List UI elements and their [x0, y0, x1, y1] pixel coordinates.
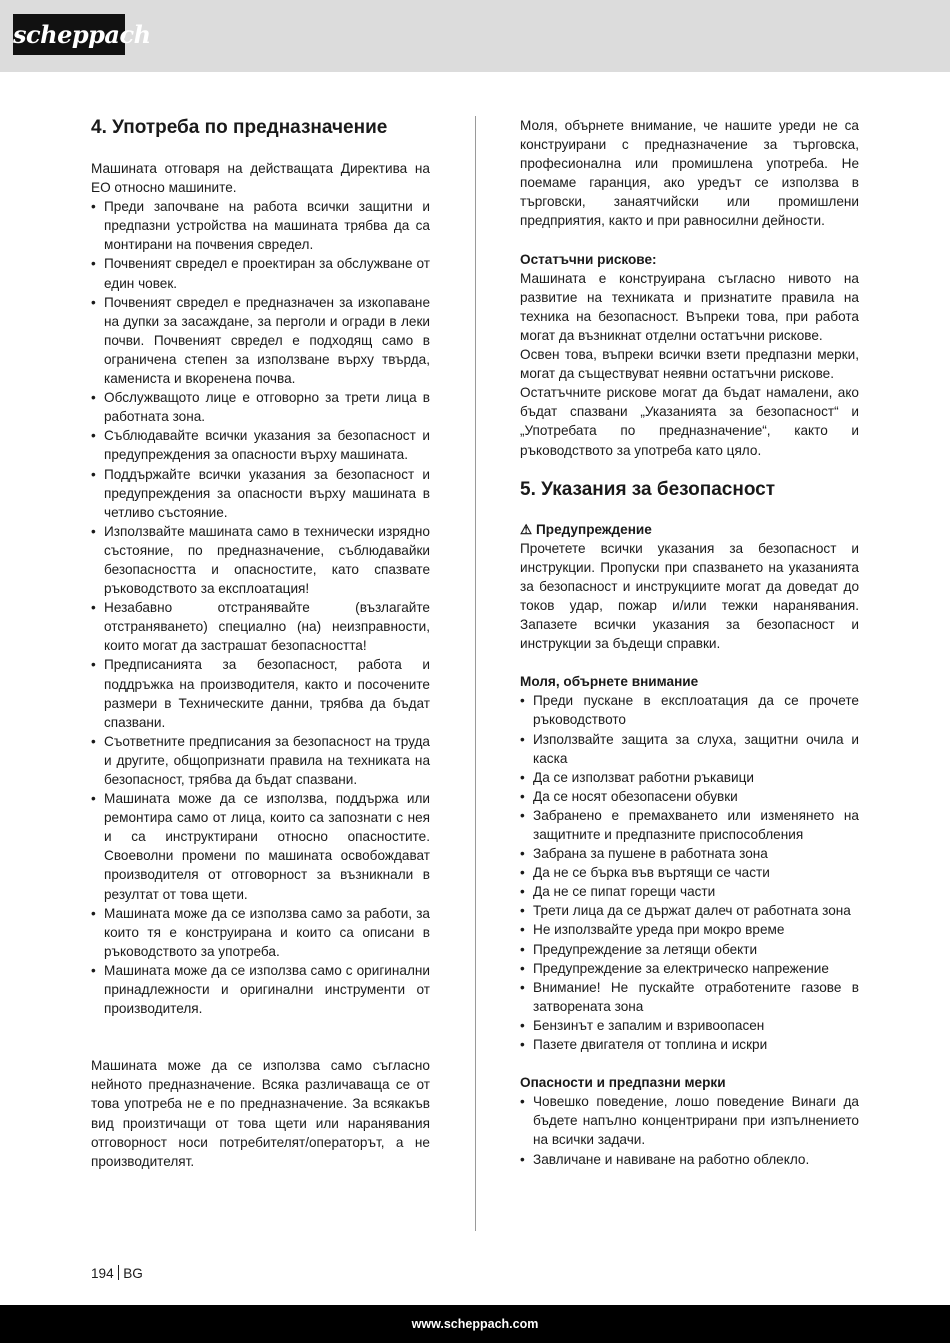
- list-item: • Не използвайте уреда при мокро време: [520, 920, 859, 939]
- list-item: • Бензинът е запалим и взривоопасен: [520, 1016, 859, 1035]
- hazards-heading: Опасности и предпазни мерки: [520, 1075, 726, 1091]
- footer-bar: [0, 1305, 950, 1343]
- list-item: • Пазете двигателя от топлина и искри: [520, 1035, 859, 1054]
- list-item: • Обслужващото лице е отговорно за трети лица в работната зона.: [91, 388, 430, 426]
- section-4-bullets: [91, 197, 430, 1018]
- language-code: BG: [123, 1266, 143, 1281]
- list-item: • Поддържайте всички указания за безопасност и предупреждения за опасности върху машината в четливо състояние.: [91, 465, 430, 522]
- list-item: • Използвайте защита за слуха, защитни очила и каска: [520, 730, 859, 768]
- list-item: • Да не се бърка във въртящи се части: [520, 863, 859, 882]
- list-item: • Съответните предписания за безопасност на труда и другите, общопризнати правила на техниката на безопасност, трябва да бъдат спазвани.: [91, 732, 430, 789]
- list-item: • Човешко поведение, лошо поведение Винаги да бъдете напълно концентрирани при изпълнението на всички задачи.: [520, 1092, 859, 1149]
- list-item: • Използвайте машината само в технически изрядно състояние, по предназначение, съблюдавайки безопасността и опасностите, като спазвате ръководството за експлоатация!: [91, 522, 430, 598]
- list-item: • Почвеният свредел е предназначен за изкопаване на дупки за засаждане, за перголи и огради в леки почви. Почвеният свредел е подходящ само в ограничена степен за използване върху твърда, камениста и вкоренена почва.: [91, 293, 430, 388]
- right-column: [520, 116, 859, 1169]
- list-item: • Преди пускане в експлоатация да се прочете ръководството: [520, 691, 859, 729]
- hazards-list: [520, 1092, 859, 1168]
- list-item: • Преди започване на работа всички защитни и предпазни устройства на машината трябва да са монтирани на почвения свредел.: [91, 197, 430, 254]
- residual-risks-text: Машината е конструирана съгласно нивото на развитие на техниката и признатите правила на техника на безопасност. Въпреки това, при работа могат да възникнат отделни остатъчни рискове.: [520, 270, 859, 343]
- list-item: • Внимание! Не пускайте отработените газове в затворената зона: [520, 978, 859, 1016]
- website-link[interactable]: www.scheppach.com: [411, 1317, 539, 1331]
- warning-icon: ⚠: [520, 521, 533, 537]
- list-item: • Съблюдавайте всички указания за безопасност и предупреждения за опасности върху машината.: [91, 426, 430, 464]
- separator: [118, 1265, 120, 1280]
- list-item: • Машината може да се използва, поддържа или ремонтира само от лица, които са запознати с нея и са инструктирани относно опасностите. Своеволни промени по машината освобождават производителя от отговорност за възникнали в резултат от това щети.: [91, 789, 430, 904]
- list-item: • Да се носят обезопасени обувки: [520, 787, 859, 806]
- warning-text: Прочетете всички указания за безопасност и инструкции. Пропуски при спазването на указанията за безопасност и инструкциите могат да доведат до токов удар, пожар и/или тежки наранявания. Запазете всички указания за безопасност и инструкции за бъдещи справки.: [520, 540, 859, 652]
- list-item: • Предупреждение за летящи обекти: [520, 940, 859, 959]
- warning-heading: [520, 520, 859, 539]
- list-item: • Да се използват работни ръкавици: [520, 768, 859, 787]
- usage-note: Моля, обърнете внимание, че нашите уреди не са конструирани с предназначение за търговска, професионална или промишлена употреба. Не поемаме гаранция, ако уредът се използва в търговски, занаятчийски или промишлени предприятия, както и при равносилни дейности.: [520, 118, 859, 229]
- list-item: • Да не се пипат горещи части: [520, 882, 859, 901]
- section-4-intro: Машината отговаря на действащата Директива на ЕО относно машините.: [91, 161, 430, 196]
- list-item: • Забрана за пушене в работната зона: [520, 844, 859, 863]
- attention-heading: Моля, обърнете внимание: [520, 674, 699, 690]
- list-item: • Незабавно отстранявайте (възлагайте отстраняването) специално (на) неизправности, които могат да застрашат безопасността!: [91, 598, 430, 655]
- section-4-closing: Машината може да се използва само съгласно нейното предназначение. Всяка различаваща се от това употреба не е по предназначение. За всякакъв вид произтичащи от това щети или наранявания отговорност носи потребителят/операторът, а не производителят.: [91, 1058, 430, 1169]
- list-item: • Машината може да се използва само за работи, за които тя е конструирана и които са описани в ръководството за употреба.: [91, 904, 430, 961]
- list-item: • Трети лица да се държат далеч от работната зона: [520, 901, 859, 920]
- section-4-heading: 4. Употреба по предназначение: [91, 117, 388, 138]
- header-bar: [0, 0, 950, 72]
- list-item: • Предупреждение за електрическо напрежение: [520, 959, 859, 978]
- warning-label: Предупреждение: [536, 521, 652, 537]
- residual-risks-text: Освен това, въпреки всички взети предпазни мерки, могат да съществуват неявни остатъчни рискове.: [520, 347, 859, 382]
- residual-risks-text: Остатъчните рискове могат да бъдат намалени, ако бъдат спазвани „Указанията за безопасност“ и „Употребата по предназначение“, както и ръководството за употреба като цяло.: [520, 385, 859, 458]
- list-item: • Предписанията за безопасност, работа и поддръжка на производителя, както и посочените размери в Техническите данни, трябва да бъдат спазвани.: [91, 655, 430, 731]
- page-number: 194: [91, 1266, 114, 1281]
- residual-risks-heading: Остатъчни рискове:: [520, 251, 657, 267]
- brand-logo: scheppach: [13, 14, 125, 55]
- column-divider: [475, 116, 476, 1231]
- list-item: • Завличане и навиване на работно облекло.: [520, 1150, 859, 1169]
- list-item: • Забранено е премахването или изменянето на защитните и предпазните приспособления: [520, 806, 859, 844]
- left-column: [91, 116, 430, 1171]
- attention-list: [520, 691, 859, 1054]
- list-item: • Машината може да се използва само с оригинални принадлежности и оригинални инструменти от производителя.: [91, 961, 430, 1018]
- page-number-label: [91, 1264, 143, 1283]
- list-item: • Почвеният свредел е проектиран за обслужване от един човек.: [91, 254, 430, 292]
- section-5-heading: 5. Указания за безопасност: [520, 478, 776, 500]
